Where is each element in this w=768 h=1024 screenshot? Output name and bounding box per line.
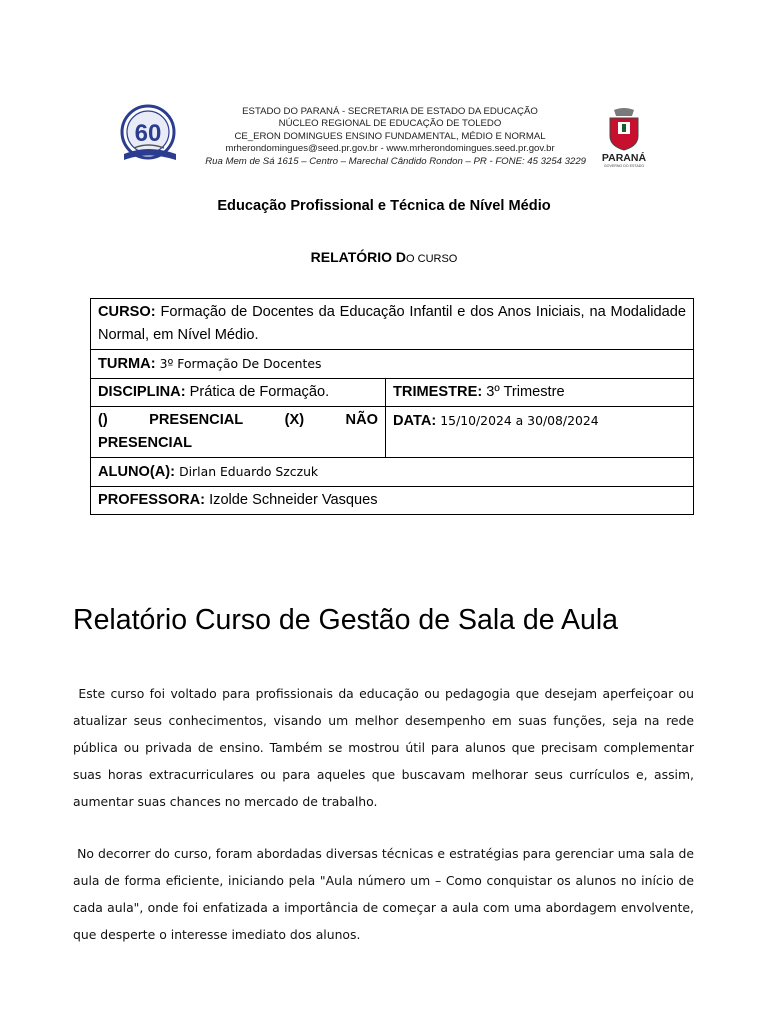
- aluno-cell: [91, 458, 694, 487]
- professora-label: PROFESSORA:: [98, 492, 206, 508]
- turma-value: 3º Formação De Docentes: [159, 356, 322, 371]
- letterhead-line-school: CE_ERON DOMINGUES ENSINO FUNDAMENTAL, MÉDIO E NORMAL: [234, 130, 546, 142]
- trimestre-label: TRIMESTRE:: [393, 384, 483, 400]
- disciplina-value: Prática de Formação.: [189, 384, 330, 400]
- table-row-curso: [91, 299, 694, 350]
- professora-cell: [91, 487, 694, 515]
- nao-word: NÃO: [345, 412, 378, 428]
- parana-coat-of-arms-icon: [596, 106, 652, 168]
- presencial-option-empty: (): [98, 412, 108, 428]
- table-row-disciplina: [91, 379, 694, 407]
- svg-text:60: 60: [134, 120, 162, 147]
- letterhead-line-address: Rua Mem de Sá 1615 – Centro – Marechal Cândido Rondon – PR - FONE: 45 3254 3229: [205, 155, 586, 167]
- nao-presencial-option-checked: (X): [284, 412, 305, 428]
- svg-text:PARANÁ: PARANÁ: [601, 152, 647, 164]
- presencial-word-2: PRESENCIAL: [98, 435, 193, 451]
- curso-label: CURSO:: [98, 304, 156, 320]
- data-value: 15/10/2024 a 30/08/2024: [440, 413, 599, 428]
- professora-value: Izolde Schneider Vasques: [209, 492, 378, 508]
- trimestre-cell: [386, 379, 694, 407]
- letterhead-line-contacts: mrherondomingues@seed.pr.gov.br - www.mrherondomingues.seed.pr.gov.br: [225, 143, 555, 155]
- course-info-table: [90, 298, 694, 515]
- presencial-options: [98, 409, 378, 432]
- report-title: [0, 249, 768, 265]
- turma-cell: [91, 350, 694, 379]
- disciplina-label: DISCIPLINA:: [98, 384, 186, 400]
- letterhead-line-state: ESTADO DO PARANÁ - SECRETARIA DE ESTADO DA EDUCAÇÃO: [242, 106, 538, 117]
- letterhead: [190, 106, 590, 168]
- presencial-word: PRESENCIAL: [149, 412, 244, 428]
- presencial-cell: [91, 407, 386, 458]
- report-title-small: O CURSO: [406, 253, 458, 265]
- aluno-value: Dirlan Eduardo Szczuk: [179, 464, 319, 479]
- table-row-modalidade: [91, 407, 694, 458]
- data-cell: [386, 407, 694, 458]
- paragraph-2: No decorrer do curso, foram abordadas diversas técnicas e estratégias para gerenciar uma sala de aula de forma eficiente, iniciando pela "Aula número um – Como conquistar os alunos no início de cada aula", onde foi enfatizada a importância de começar a aula com uma abordagem envolvente, que desperte o interesse imediato dos alunos.: [73, 846, 698, 942]
- svg-text:GOVERNO DO ESTADO: GOVERNO DO ESTADO: [603, 164, 645, 168]
- table-row-professora: [91, 487, 694, 515]
- table-row-turma: [91, 350, 694, 379]
- curso-cell: [91, 299, 694, 350]
- turma-label: TURMA:: [98, 356, 156, 372]
- curso-value: Formação de Docentes da Educação Infantil e dos Anos Iniciais, na Modalidade Normal, em Nível Médio.: [98, 304, 686, 343]
- aluno-label: ALUNO(A):: [98, 464, 176, 480]
- report-heading: Relatório Curso de Gestão de Sala de Aula: [73, 604, 619, 636]
- paragraph-1: Este curso foi voltado para profissionais da educação ou pedagogia que desejam aperfeiçoar ou atualizar seus conhecimentos, visando um melhor desempenho em suas funções, seja na rede pública ou privada de ensino. Também se mostrou útil para alunos que precisam complementar suas horas extracurriculares ou para aqueles que buscavam melhorar seus currículos e, assim, aumentar suas chances no mercado de trabalho.: [73, 686, 698, 809]
- trimestre-value: 3º Trimestre: [486, 384, 565, 400]
- disciplina-cell: [91, 379, 386, 407]
- report-title-main: RELATÓRIO D: [310, 249, 407, 265]
- page-subtitle: Educação Profissional e Técnica de Nível Médio: [217, 198, 551, 214]
- letterhead-line-nucleo: NÚCLEO REGIONAL DE EDUCAÇÃO DE TOLEDO: [278, 118, 502, 130]
- data-label: DATA:: [393, 413, 437, 429]
- table-row-aluno: [91, 458, 694, 487]
- school-60-years-emblem-icon: [116, 104, 186, 166]
